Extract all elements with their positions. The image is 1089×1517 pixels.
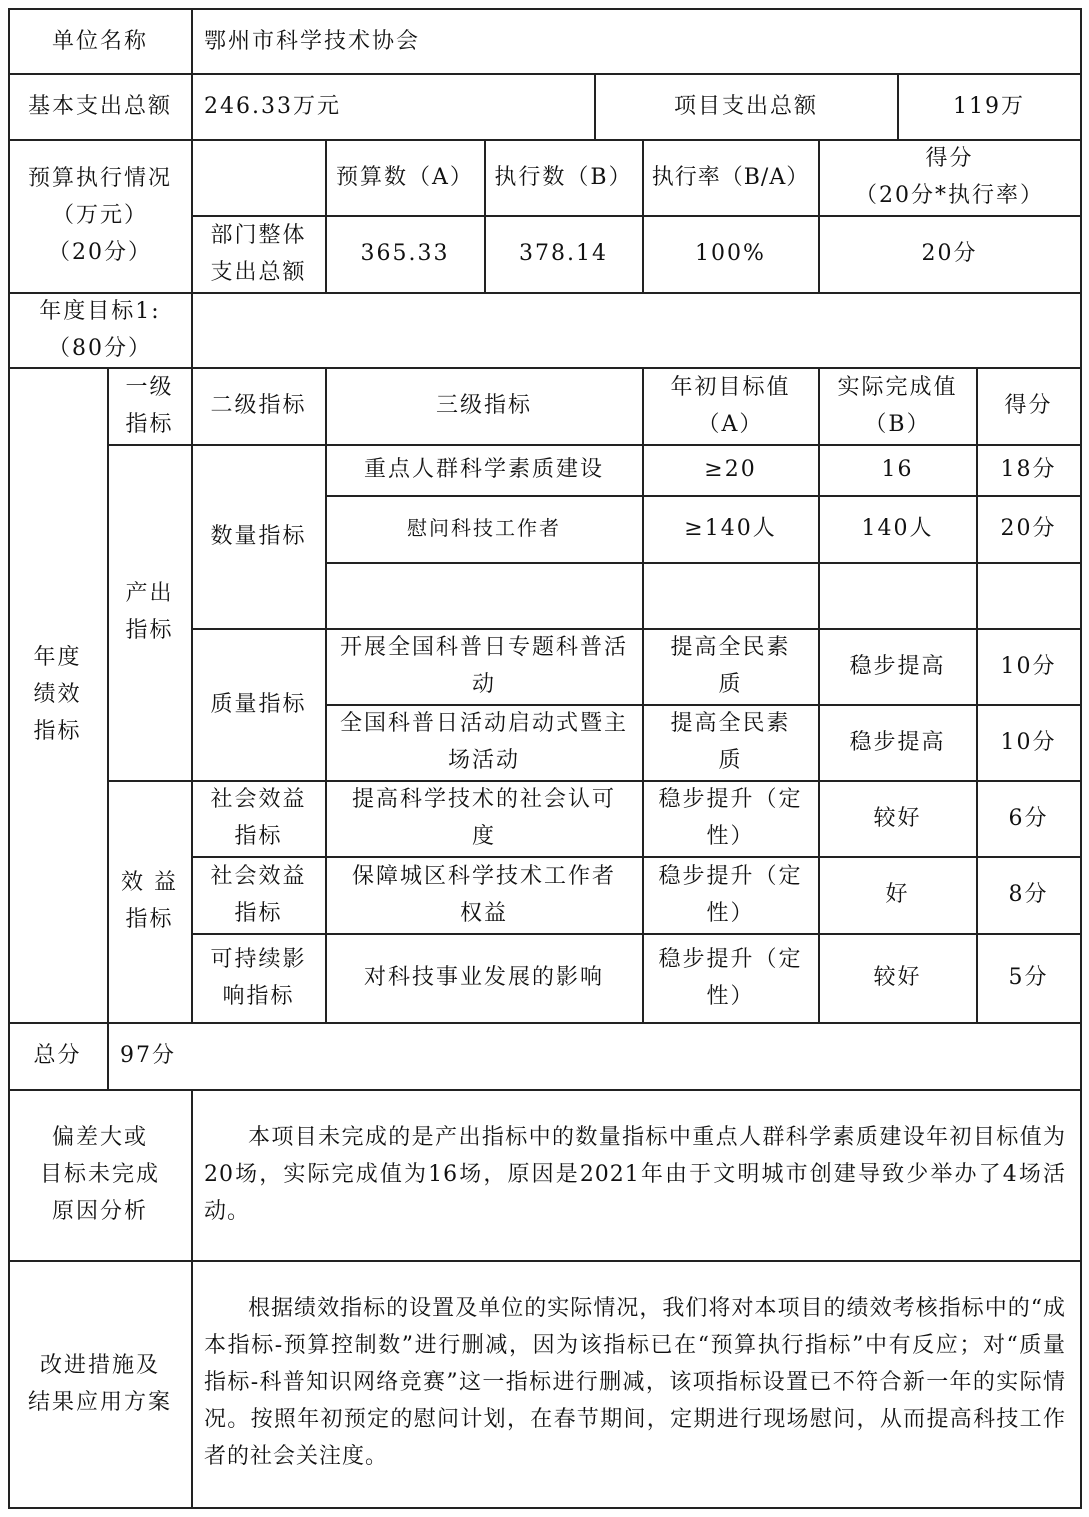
goal-label-line: 年度目标1: (39, 298, 161, 324)
text-line: 保障城区科学技术工作者 (351, 863, 616, 889)
budget-header-a: 预算数（A） (336, 164, 474, 190)
label-line: 指标 (125, 907, 174, 932)
label-line: 原因分析 (51, 1199, 148, 1224)
indicator-actual: 好 (885, 882, 910, 907)
header-actual (819, 367, 976, 444)
text-line: 性） (706, 900, 755, 926)
text-line: 权益 (459, 900, 508, 926)
text-line: 性） (706, 983, 755, 1009)
budget-value-a: 365.33 (360, 241, 450, 266)
project-expense-value: 119万 (953, 93, 1025, 119)
label-line: 指标 (125, 618, 174, 643)
score-header-line: （20分*执行率） (855, 183, 1044, 208)
label-line: 产出 (125, 581, 174, 606)
text-line: 质 (718, 748, 743, 773)
indicator-l3 (326, 780, 642, 856)
text-line: 提高全民素 (670, 635, 791, 660)
indicator-target (643, 628, 818, 704)
header-target (643, 367, 818, 444)
header-level1 (108, 367, 191, 444)
indicator-actual: 较好 (873, 965, 922, 990)
text-line: 性） (706, 824, 755, 849)
label-line: 指标 (33, 719, 82, 744)
deviation-analysis-label (8, 1089, 192, 1260)
paragraph: 根据绩效指标的设置及单位的实际情况，我们将对本项目的绩效考核指标中的“成本指标-预算控制数”进行删减，因为该指标已在“预算执行指标”中有反应；对“质量指标-科普知识网络竞赛”这一指标进行删减，该项指标设置已不符合新一年的实际情况。按照年初预定的慰问计划，在春节期间，定期进行现场慰问，从而提高科技工作者的社会关注度。 (204, 1296, 1066, 1469)
header-line: 指标 (125, 411, 174, 437)
indicator-score: 6分 (1008, 805, 1049, 831)
indicator-actual: 16 (881, 457, 914, 482)
label-line: 绩效 (33, 682, 82, 707)
text-line: 稳步提升（定 (658, 787, 803, 812)
budget-row-label (192, 215, 325, 292)
text-line: 可持续影 (210, 946, 307, 972)
header-line: 年初目标值 (670, 374, 791, 400)
text-line: 社会效益 (210, 787, 307, 812)
improvement-plan-text (204, 1290, 1066, 1475)
label-line: 效 益 (121, 870, 178, 895)
budget-label-line: （万元） (51, 203, 148, 228)
indicator-score: 8分 (1008, 882, 1049, 907)
basic-expense-value: 246.33万元 (204, 93, 341, 119)
indicator-target (643, 856, 818, 933)
deviation-analysis-text (204, 1119, 1066, 1230)
annual-goal-value (192, 292, 1080, 367)
budget-label-line: （20分） (48, 240, 152, 265)
indicator-l3 (326, 856, 642, 933)
goal-label-line: （80分） (48, 335, 152, 361)
indicator-score: 18分 (1000, 457, 1057, 482)
indicator-actual: 140人 (861, 516, 934, 541)
paragraph: 本项目未完成的是产出指标中的数量指标中重点人群科学素质建设年初目标值为20场，实际完成值为16场，原因是2021年由于文明城市创建导致少举办了4场活动。 (204, 1125, 1066, 1224)
header-line: （B） (864, 411, 931, 437)
text-line: 动 (471, 672, 496, 697)
budget-label-line: 预算执行情况 (27, 166, 172, 191)
indicator-l3 (326, 628, 642, 704)
indicator-target (643, 780, 818, 856)
header-score: 得分 (1004, 393, 1053, 418)
text-line: 提高科学技术的社会认可 (351, 787, 616, 812)
text-line: 度 (471, 824, 496, 849)
header-level3: 三级指标 (435, 393, 532, 418)
text-line: 稳步提升（定 (658, 946, 803, 972)
budget-value-score: 20分 (921, 241, 978, 266)
indicator-target: ≥140人 (684, 516, 777, 541)
budget-value-rate: 100% (695, 241, 766, 266)
score-header-line: 得分 (925, 146, 974, 171)
unit-label: 单位名称 (51, 28, 148, 54)
quantity-indicator-label: 数量指标 (210, 523, 307, 549)
label-line: 年度 (33, 645, 82, 670)
row-label-line: 支出总额 (210, 259, 307, 285)
label-line: 改进措施及 (39, 1352, 160, 1378)
total-score-label: 总分 (33, 1043, 82, 1068)
unit-value: 鄂州市科学技术协会 (204, 28, 421, 54)
indicator-l3: 对科技事业发展的影响 (363, 965, 604, 990)
text-line: 场活动 (447, 748, 520, 773)
indicator-target (643, 704, 818, 780)
indicator-target: ≥20 (704, 457, 757, 482)
annual-goal-label (8, 292, 192, 367)
indicator-l2 (192, 933, 325, 1022)
project-expense-label: 项目支出总额 (673, 93, 818, 119)
budget-value-b: 378.14 (519, 241, 608, 266)
text-line: 开展全国科普日专题科普活 (339, 635, 628, 660)
indicator-l2 (192, 780, 325, 856)
label-line: 目标未完成 (39, 1162, 160, 1187)
benefit-indicator-label (108, 780, 191, 1022)
header-line: 一级 (125, 374, 174, 400)
total-score-value: 97分 (120, 1043, 176, 1068)
text-line: 社会效益 (210, 863, 307, 889)
improvement-plan-label (8, 1260, 192, 1507)
indicator-actual: 稳步提高 (849, 729, 946, 755)
header-line: 实际完成值 (837, 374, 958, 400)
header-level2: 二级指标 (210, 393, 307, 418)
budget-execution-label (8, 139, 192, 292)
text-line: 提高全民素 (670, 711, 791, 736)
header-line: （A） (697, 411, 764, 437)
indicator-actual: 稳步提高 (849, 653, 946, 679)
text-line: 全国科普日活动启动式暨主 (339, 711, 628, 736)
indicator-target (643, 933, 818, 1022)
indicator-score: 20分 (1000, 516, 1057, 541)
indicator-l2 (192, 856, 325, 933)
label-line: 结果应用方案 (27, 1389, 172, 1415)
indicator-score: 10分 (1000, 653, 1057, 679)
row-label-line: 部门整体 (210, 222, 307, 248)
output-indicator-label (108, 444, 191, 780)
text-line: 稳步提升（定 (658, 863, 803, 889)
budget-header-rate: 执行率（B/A） (651, 164, 810, 190)
text-line: 质 (718, 672, 743, 697)
indicator-l3: 重点人群科学素质建设 (363, 457, 604, 482)
indicator-score: 5分 (1008, 965, 1049, 990)
indicator-actual: 较好 (873, 805, 922, 831)
quality-indicator-label: 质量指标 (210, 691, 307, 717)
performance-indicator-label (8, 367, 107, 1022)
text-line: 响指标 (222, 983, 295, 1009)
budget-header-score (819, 139, 1080, 215)
text-line: 指标 (234, 900, 283, 926)
text-line: 指标 (234, 824, 283, 849)
basic-expense-label: 基本支出总额 (27, 93, 172, 119)
indicator-l3: 慰问科技工作者 (407, 516, 561, 540)
budget-header-b: 执行数（B） (494, 164, 633, 190)
indicator-l3 (326, 704, 642, 780)
label-line: 偏差大或 (51, 1125, 148, 1150)
indicator-score: 10分 (1000, 729, 1057, 755)
